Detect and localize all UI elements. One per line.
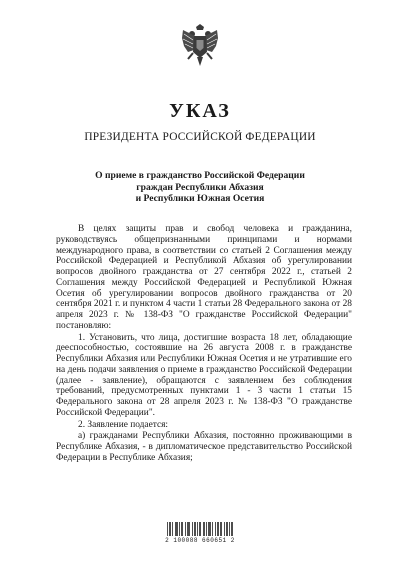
decree-title: УКАЗ	[169, 100, 231, 122]
decree-subject	[60, 170, 340, 205]
preamble-paragraph: В целях защиты прав и свобод человека и гражданина, руководствуясь общепризнанными принципами и нормами международного права, в соответствии со статьей 2 Соглашения между Российской Федерацией и Республикой Абхазия об урегулировании вопросов двойного гражданства от 27 сентября 2022 г., статьей 2 Соглашения между Российской Федерацией и Республикой Южная Осетия об урегулировании вопросов двойного гражданства от 20 сентября 2021 г. и пунктом 4 части 1 статьи 28 Федерального закона от 28 апреля 2023 г. № 138-ФЗ "О гражданстве Российской Федерации" постановляю:	[56, 224, 352, 331]
subject-line: О приеме в гражданство Российской Федерации	[95, 170, 305, 181]
coat-of-arms-emblem-icon	[181, 24, 219, 68]
clause-1-paragraph: 1. Установить, что лица, достигшие возраста 18 лет, обладающие дееспособностью, состоявшие на 26 августа 2008 г. в гражданстве Республики Абхазия или Республики Южная Осетия и не утратившие его на день подачи заявления о приеме в гражданство Российской Федерации (далее - заявление), обращаются с заявлением без соблюдения требований, предусмотренных пунктами 1 - 3 части 1 статьи 15 Федерального закона от 28 апреля 2023 г. № 138-ФЗ "О гражданстве Российской Федерации".	[56, 332, 352, 418]
decree-body	[56, 224, 352, 464]
clause-2a-paragraph: а) гражданами Республики Абхазия, постоянно проживающими в Республике Абхазия, - в дипломатическое представительство Российской Федерации в Республике Абхазия;	[56, 431, 352, 463]
subject-line: граждан Республики Абхазия	[136, 181, 264, 193]
clause-2-paragraph: 2. Заявление подается:	[78, 419, 169, 430]
barcode-number: 2 100088 660651 2	[165, 537, 235, 544]
decree-issuer: ПРЕЗИДЕНТА РОССИЙСКОЙ ФЕДЕРАЦИИ	[84, 131, 316, 143]
barcode-icon	[167, 522, 233, 536]
subject-line: и Республики Южная Осетия	[135, 193, 265, 204]
